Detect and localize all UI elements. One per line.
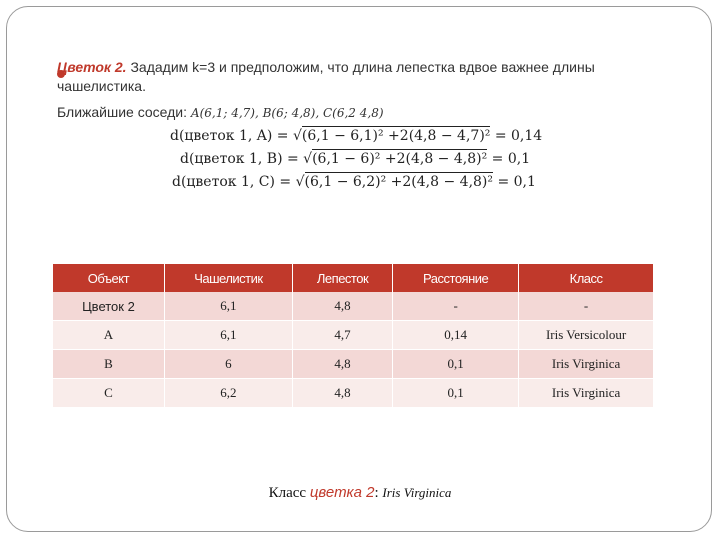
result-line bbox=[0, 484, 720, 502]
neighbors-line bbox=[57, 104, 384, 120]
header-petal: Лепесток bbox=[292, 264, 392, 292]
neighbors-table bbox=[53, 264, 654, 408]
cell-petal: 4,8 bbox=[292, 379, 392, 408]
formula-lhs: d(цветок 1, B) = bbox=[180, 151, 304, 167]
header-object: Объект bbox=[53, 264, 164, 292]
sqrt-icon: √ bbox=[303, 151, 313, 167]
header-distance: Расстояние bbox=[393, 264, 519, 292]
table-row bbox=[53, 379, 654, 408]
formula-rhs: = 0,1 bbox=[487, 151, 531, 167]
formula-a bbox=[170, 126, 542, 146]
cell-petal: 4,8 bbox=[292, 350, 392, 379]
formula-lhs: d(цветок 1, A) = bbox=[170, 128, 293, 144]
result-highlight: цветка 2 bbox=[309, 484, 375, 501]
formula-radicand: (6,1 − 6)² +2(4,8 − 4,8)² bbox=[312, 151, 488, 167]
cell-object: B bbox=[53, 350, 164, 379]
result-colon: : bbox=[374, 485, 383, 501]
formula-rhs: = 0,1 bbox=[493, 174, 536, 190]
cell-sepal: 6,2 bbox=[164, 379, 292, 408]
cell-petal: 4,8 bbox=[292, 292, 392, 321]
cell-object: A bbox=[53, 321, 164, 350]
intro-lead: Цветок 2. bbox=[57, 59, 127, 75]
intro-text: Зададим k=3 и предположим, что длина лепестка вдвое важнее длины чашелистика. bbox=[57, 59, 595, 94]
intro-paragraph bbox=[57, 58, 667, 96]
formula-c bbox=[172, 172, 536, 192]
formula-lhs: d(цветок 1, C) = bbox=[172, 174, 296, 190]
formula-radicand: (6,1 − 6,2)² +2(4,8 − 4,8)² bbox=[304, 174, 493, 190]
formula-radicand: (6,1 − 6,1)² +2(4,8 − 4,7)² bbox=[301, 128, 491, 144]
cell-sepal: 6 bbox=[164, 350, 292, 379]
cell-object: C bbox=[53, 379, 164, 408]
result-prefix: Класс bbox=[268, 485, 310, 501]
table-header-row bbox=[53, 264, 654, 292]
formula-rhs: = 0,14 bbox=[490, 128, 543, 144]
cell-class: Iris Virginica bbox=[519, 350, 654, 379]
sqrt-icon: √ bbox=[295, 174, 305, 190]
neighbors-points: A(6,1; 4,7), B(6; 4,8), C(6,2 4,8) bbox=[190, 106, 384, 120]
cell-sepal: 6,1 bbox=[164, 321, 292, 350]
result-value: Iris Virginica bbox=[382, 485, 452, 500]
cell-class: - bbox=[519, 292, 654, 321]
cell-distance: 0,14 bbox=[393, 321, 519, 350]
cell-class: Iris Virginica bbox=[519, 379, 654, 408]
formula-b bbox=[180, 149, 530, 169]
cell-class: Iris Versicolour bbox=[519, 321, 654, 350]
cell-distance: 0,1 bbox=[393, 379, 519, 408]
cell-petal: 4,7 bbox=[292, 321, 392, 350]
sqrt-icon: √ bbox=[292, 128, 302, 144]
cell-object: Цветок 2 bbox=[53, 292, 164, 321]
table-row bbox=[53, 292, 654, 321]
neighbors-label: Ближайшие соседи: bbox=[57, 104, 191, 120]
cell-distance: - bbox=[393, 292, 519, 321]
cell-distance: 0,1 bbox=[393, 350, 519, 379]
cell-sepal: 6,1 bbox=[164, 292, 292, 321]
table-row bbox=[53, 321, 654, 350]
header-class: Класс bbox=[519, 264, 654, 292]
header-sepal: Чашелистик bbox=[164, 264, 292, 292]
table-row bbox=[53, 350, 654, 379]
